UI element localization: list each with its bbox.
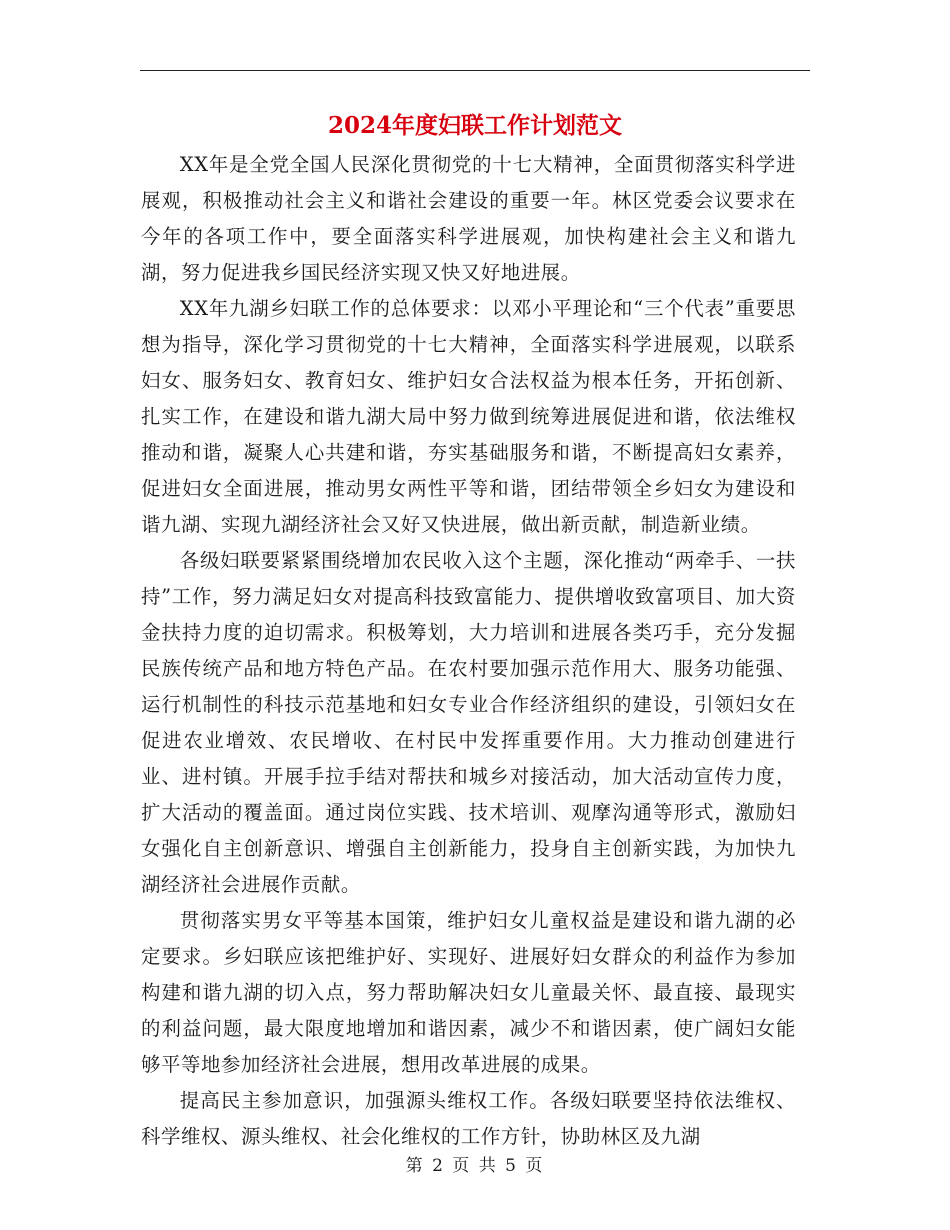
document-title: 2024年度妇联工作计划范文	[327, 112, 622, 139]
paragraph-3: 各级妇联要紧紧围绕增加农民收入这个主题，深化推动“两牵手、一扶持”工作，努力满足妇女对提高科技致富能力、提供增收致富项目、加大资金扶持力度的迫切需求。积极筹划，大力培训和进展各类巧手，充分发掘民族传统产品和地方特色产品。在农村要加强示范作用大、服务功能强、运行机制性的科技示范基地和妇女专业合作经济组织的建设，引领妇女在促进农业增效、农民增收、在村民中发挥重要作用。大力推动创建进行业、进村镇。开展手拉手结对帮扶和城乡对接活动，加大活动宣传力度，扩大活动的覆盖面。通过岗位实践、技术培训、观摩沟通等形式，激励妇女强化自主创新意识、增强自主创新能力，投身自主创新实践，为加快九湖经济社会进展作贡献。	[141, 549, 796, 896]
paragraph-5: 提高民主参加意识，加强源头维权工作。各级妇联要坚持依法维权、科学维权、源头维权、社会化维权的工作方针，协助林区及九湖	[141, 1089, 796, 1148]
document-body	[141, 147, 796, 1155]
paragraph-2: XX年九湖乡妇联工作的总体要求：以邓小平理论和“三个代表”重要思想为指导，深化学习贯彻党的十七大精神，全面落实科学进展观，以联系妇女、服务妇女、教育妇女、维护妇女合法权益为根本任务，开拓创新、扎实工作，在建设和谐九湖大局中努力做到统筹进展促进和谐，依法维权推动和谐，凝聚人心共建和谐，夯实基础服务和谐，不断提高妇女素养，促进妇女全面进展，推动男女两性平等和谐，团结带领全乡妇女为建设和谐九湖、实现九湖经济社会又好又快进展，做出新贡献，制造新业绩。	[141, 297, 796, 536]
paragraph-4: 贯彻落实男女平等基本国策，维护妇女儿童权益是建设和谐九湖的必定要求。乡妇联应该把维护好、实现好、进展好妇女群众的利益作为参加构建和谐九湖的切入点，努力帮助解决妇女儿童最关怀、最直接、最现实的利益问题，最大限度地增加和谐因素，减少不和谐因素，使广阔妇女能够平等地参加经济社会进展，想用改革进展的成果。	[141, 909, 796, 1076]
paragraph-1: XX年是全党全国人民深化贯彻党的十七大精神，全面贯彻落实科学进展观，积极推动社会主义和谐社会建设的重要一年。林区党委会议要求在今年的各项工作中，要全面落实科学进展观，加快构建社会主义和谐九湖，努力促进我乡国民经济实现又快又好地进展。	[141, 153, 796, 284]
header-rule	[140, 70, 810, 71]
page-number-footer: 第 2 页 共 5 页	[405, 1156, 545, 1176]
